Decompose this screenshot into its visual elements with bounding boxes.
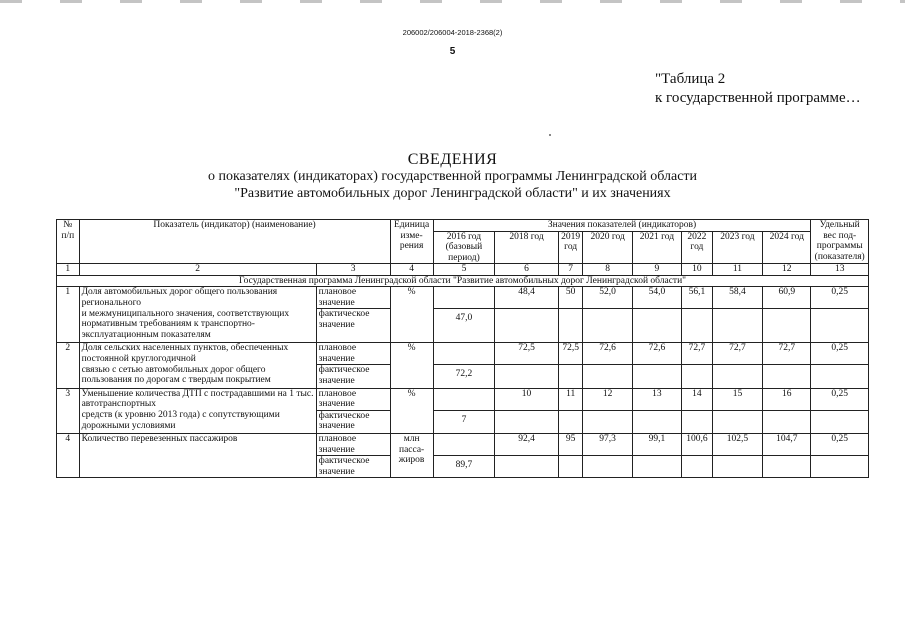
indicator-row-plan — [57, 287, 869, 309]
plan-value: 16 — [763, 388, 811, 410]
unit: % — [390, 343, 433, 389]
header-year: 2020 год — [583, 231, 632, 264]
fact-value — [763, 309, 811, 343]
indicator-name-cont: средств (к уровню 2013 года) с сопутствующими дорожными условиями — [79, 410, 316, 434]
weight-fact — [811, 365, 869, 389]
fact-value — [495, 410, 559, 434]
header-unit: Единица изме-рения — [390, 220, 433, 264]
col-number: 5 — [433, 264, 495, 276]
fact-label: фактическое значение — [316, 365, 390, 389]
fact-label: фактическое значение — [316, 456, 390, 478]
table-reference-line1: "Таблица 2 — [655, 71, 726, 87]
fact-value — [632, 410, 681, 434]
fact-value — [632, 456, 681, 478]
fact-value — [558, 309, 583, 343]
header-indicator: Показатель (индикатор) (наименование) — [79, 220, 390, 264]
unit: млн пасса-жиров — [390, 434, 433, 478]
indicator-name-cont: и межмуниципального значения, соответствующих нормативным требованиям к транспортно-эксплуатационным показателям — [79, 309, 316, 343]
plan-value: 97,3 — [583, 434, 632, 456]
indicator-row-fact — [57, 456, 869, 478]
plan-value: 72,7 — [712, 343, 762, 365]
fact-value — [583, 309, 632, 343]
plan-value: 60,9 — [763, 287, 811, 309]
program-title: Государственная программа Ленинградской области "Развитие автомобильных дорог Ленинградской области" — [57, 275, 869, 287]
program-row — [57, 275, 869, 287]
scan-speck — [549, 134, 551, 136]
col-number: 2 — [79, 264, 316, 276]
unit: % — [390, 287, 433, 343]
plan-value: 72,6 — [632, 343, 681, 365]
fact-value — [712, 410, 762, 434]
plan-value: 99,1 — [632, 434, 681, 456]
plan-value: 56,1 — [682, 287, 713, 309]
fact-label: фактическое значение — [316, 410, 390, 434]
row-number: 2 — [57, 343, 80, 389]
fact-value — [632, 365, 681, 389]
plan-value: 104,7 — [763, 434, 811, 456]
fact-value — [495, 309, 559, 343]
header-year: 2024 год — [763, 231, 811, 264]
indicator-name: Доля сельских населенных пунктов, обеспеченных постоянной круглогодичной — [79, 343, 316, 365]
base-plan — [433, 434, 495, 456]
plan-value: 48,4 — [495, 287, 559, 309]
base-plan — [433, 343, 495, 365]
col-number: 7 — [558, 264, 583, 276]
plan-value: 14 — [682, 388, 713, 410]
indicator-row-plan — [57, 388, 869, 410]
indicator-name: Уменьшение количества ДТП с пострадавшими на 1 тыс. автотранспортных — [79, 388, 316, 410]
header-year: 2022 год — [682, 231, 713, 264]
document-title: СВЕДЕНИЯ — [407, 151, 498, 168]
fact-value — [682, 309, 713, 343]
indicator-row-fact — [57, 410, 869, 434]
base-fact: 7 — [433, 410, 495, 434]
plan-value: 72,7 — [682, 343, 713, 365]
fact-value — [558, 410, 583, 434]
indicator-row-fact — [57, 365, 869, 389]
fact-value — [583, 365, 632, 389]
fact-value — [712, 456, 762, 478]
indicator-row-fact — [57, 309, 869, 343]
indicator-name: Количество перевезенных пассажиров — [79, 434, 316, 456]
fact-value — [763, 410, 811, 434]
weight-fact — [811, 410, 869, 434]
plan-label: плановое значение — [316, 287, 390, 309]
row-number: 3 — [57, 388, 80, 434]
fact-value — [495, 365, 559, 389]
header-num: № п/п — [57, 220, 80, 264]
plan-label: плановое значение — [316, 388, 390, 410]
plan-value: 50 — [558, 287, 583, 309]
row-number: 4 — [57, 434, 80, 478]
plan-value: 72,5 — [558, 343, 583, 365]
header-year: 2023 год — [712, 231, 762, 264]
plan-label: плановое значение — [316, 434, 390, 456]
header-year: 2019 год — [558, 231, 583, 264]
weight-fact — [811, 456, 869, 478]
weight: 0,25 — [811, 343, 869, 365]
col-number: 4 — [390, 264, 433, 276]
fact-value — [495, 456, 559, 478]
header-year: 2021 год — [632, 231, 681, 264]
base-fact: 47,0 — [433, 309, 495, 343]
plan-value: 102,5 — [712, 434, 762, 456]
indicator-row-plan — [57, 343, 869, 365]
col-number: 6 — [495, 264, 559, 276]
indicator-name-cont: связью с сетью автомобильных дорог общего пользования по дорогам с твердым покрытием — [79, 365, 316, 389]
indicator-row-plan — [57, 434, 869, 456]
header-year: 2016 год (базовый период) — [433, 231, 495, 264]
plan-value: 13 — [632, 388, 681, 410]
plan-label: плановое значение — [316, 343, 390, 365]
fact-value — [763, 456, 811, 478]
col-number: 8 — [583, 264, 632, 276]
indicator-name: Доля автомобильных дорог общего пользования регионального — [79, 287, 316, 309]
plan-value: 12 — [583, 388, 632, 410]
table-reference-line2: к государственной программе… — [655, 90, 861, 106]
fact-value — [583, 456, 632, 478]
plan-value: 58,4 — [712, 287, 762, 309]
weight: 0,25 — [811, 434, 869, 456]
header-values-group: Значения показателей (индикаторов) — [433, 220, 811, 232]
plan-value: 15 — [712, 388, 762, 410]
plan-value: 72,5 — [495, 343, 559, 365]
fact-value — [682, 365, 713, 389]
unit: % — [390, 388, 433, 434]
scan-top-edge — [0, 0, 905, 3]
table-reference — [655, 70, 861, 108]
col-number: 11 — [712, 264, 762, 276]
col-number: 9 — [632, 264, 681, 276]
fact-label: фактическое значение — [316, 309, 390, 343]
col-number: 13 — [811, 264, 869, 276]
fact-value — [583, 410, 632, 434]
fact-value — [763, 365, 811, 389]
fact-value — [712, 365, 762, 389]
header-weight: Удельный вес под-программы (показателя) — [811, 220, 869, 264]
plan-value: 52,0 — [583, 287, 632, 309]
base-plan — [433, 388, 495, 410]
document-number: 206002/206004-2018-2368(2) — [402, 28, 503, 37]
fact-value — [632, 309, 681, 343]
indicators-table — [56, 219, 869, 478]
weight-fact — [811, 309, 869, 343]
document-subtitle-line1: о показателях (индикаторах) государственной программы Ленинградской области — [207, 169, 698, 184]
fact-value — [682, 456, 713, 478]
header-row — [57, 220, 869, 232]
base-fact: 89,7 — [433, 456, 495, 478]
fact-value — [712, 309, 762, 343]
fact-value — [558, 365, 583, 389]
base-plan — [433, 287, 495, 309]
plan-value: 72,6 — [583, 343, 632, 365]
indicator-name-cont — [79, 456, 316, 478]
weight: 0,25 — [811, 287, 869, 309]
column-numbers-row — [57, 264, 869, 276]
plan-value: 92,4 — [495, 434, 559, 456]
row-number: 1 — [57, 287, 80, 343]
page-number: 5 — [449, 46, 456, 57]
plan-value: 10 — [495, 388, 559, 410]
base-fact: 72,2 — [433, 365, 495, 389]
col-number: 10 — [682, 264, 713, 276]
col-number: 12 — [763, 264, 811, 276]
col-number: 3 — [316, 264, 390, 276]
plan-value: 100,6 — [682, 434, 713, 456]
plan-value: 54,0 — [632, 287, 681, 309]
header-year: 2018 год — [495, 231, 559, 264]
weight: 0,25 — [811, 388, 869, 410]
plan-value: 11 — [558, 388, 583, 410]
col-number: 1 — [57, 264, 80, 276]
fact-value — [682, 410, 713, 434]
document-subtitle-line2: "Развитие автомобильных дорог Ленинградской области" и их значениях — [234, 186, 671, 201]
fact-value — [558, 456, 583, 478]
plan-value: 95 — [558, 434, 583, 456]
plan-value: 72,7 — [763, 343, 811, 365]
